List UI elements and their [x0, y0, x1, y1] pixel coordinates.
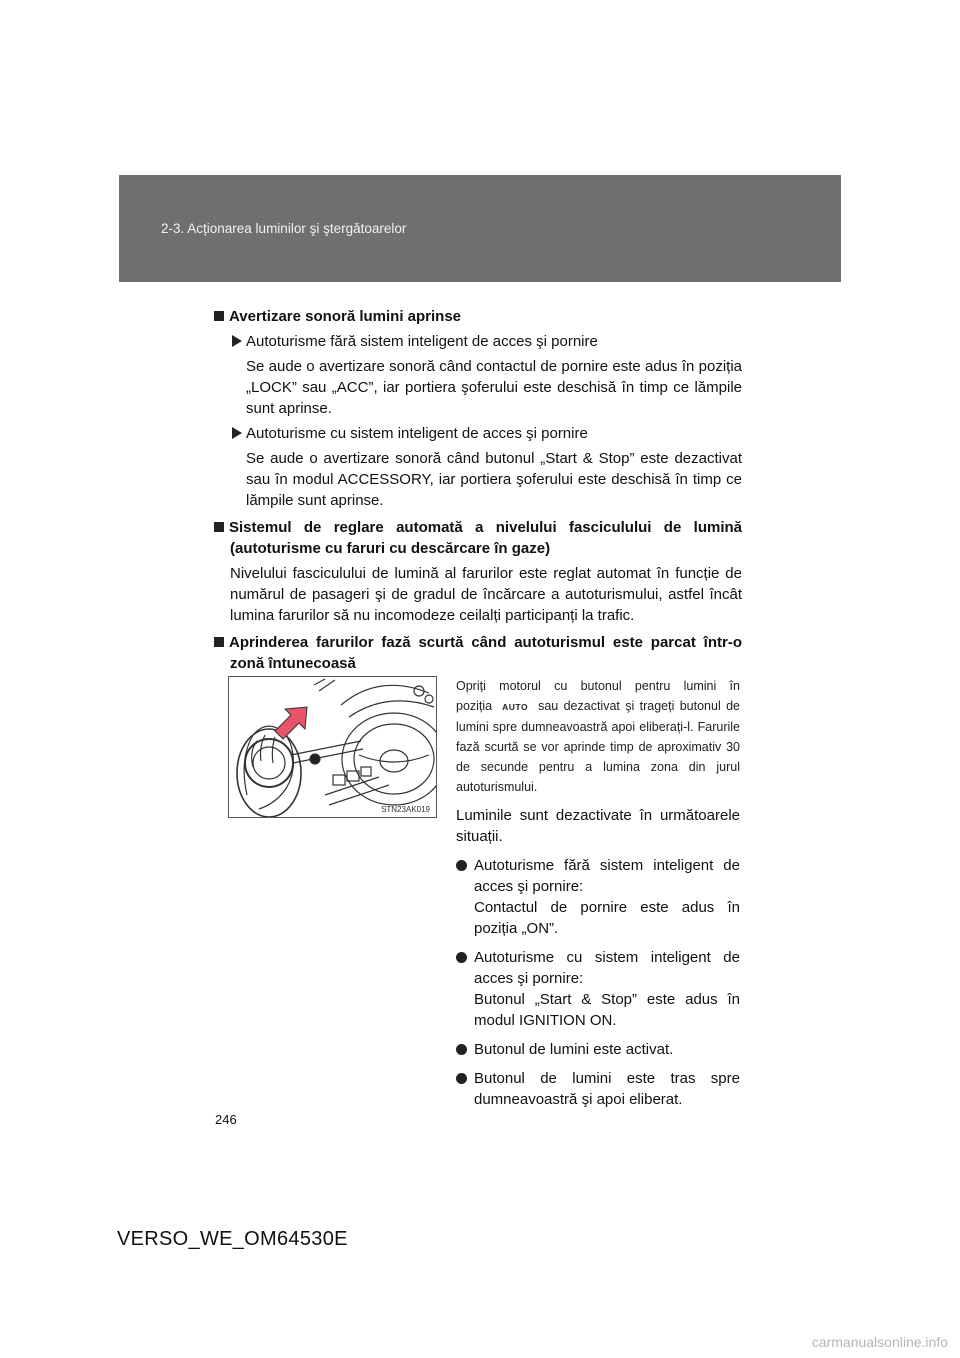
subheading-no-smart-key: Autoturisme fără sistem inteligent de acces şi pornire — [214, 331, 742, 352]
right-column — [456, 676, 740, 1110]
subheading-smart-key: Autoturisme cu sistem inteligent de acces şi pornire — [214, 423, 742, 444]
header-band — [119, 175, 841, 282]
figure-caption: Opriți motorul cu butonul pentru lumini în poziția AUTO sau dezactivat şi trageți butonul de lumini spre dumneavoastră apoi eliberați-l. Farurile fază scurtă se vor aprinde timp de aproximativ 30 de secunde pentru a lumina zona din jurul autoturismului. — [456, 679, 740, 794]
square-bullet-icon — [214, 522, 224, 532]
round-bullet-icon — [456, 1073, 467, 1084]
section-title-2: Sistemul de reglare automată a nivelului fasciculului de lumină (autoturisme cu faruri cu descărcare în gaze) — [214, 517, 742, 559]
off-conditions-intro: Luminile sunt dezactivate în următoarele situații. — [456, 807, 740, 845]
section-title-3: Aprinderea farurilor fază scurtă când autoturismul este parcat într-o zonă întunecoasă — [214, 632, 742, 674]
triangle-marker-icon — [232, 427, 242, 439]
square-bullet-icon — [214, 311, 224, 321]
square-bullet-icon — [214, 637, 224, 647]
list-item: Butonul de lumini este tras spre dumneavoastră şi apoi eliberat. — [456, 1068, 740, 1110]
list-item: Butonul de lumini este activat. — [456, 1039, 740, 1060]
auto-symbol: AUTO — [502, 702, 529, 712]
section-title-1: Avertizare sonoră lumini aprinse — [214, 306, 742, 327]
page-number: 246 — [215, 1112, 237, 1127]
paragraph-leveling: Nivelului fasciculului de lumină al farurilor este reglat automat în funcție de numărul de pasageri şi de gradul de încărcare a autoturismului, astfel încât lumina farurilor să nu incomodeze ceilalți participanți la trafic. — [230, 565, 742, 624]
watermark: carmanualsonline.info — [811, 1334, 948, 1350]
paragraph-no-smart-key: Se aude o avertizare sonoră când contactul de pornire este adus în poziția „LOCK” sau „ACC”, iar portiera şoferului este deschisă în timp ce lămpile sunt aprinse. — [246, 358, 742, 417]
main-content — [214, 306, 742, 674]
round-bullet-icon — [456, 860, 467, 871]
list-item: Autoturisme fără sistem inteligent de acces şi pornire: Contactul de pornire este adus în poziția „ON”. — [456, 855, 740, 939]
figure-code: STN23AK019 — [381, 805, 430, 814]
light-switch-illustration — [228, 676, 437, 818]
list-item: Autoturisme cu sistem inteligent de acces şi pornire: Butonul „Start & Stop” este adus în modul IGNITION ON. — [456, 947, 740, 1031]
round-bullet-icon — [456, 952, 467, 963]
round-bullet-icon — [456, 1044, 467, 1055]
paragraph-smart-key: Se aude o avertizare sonoră când butonul „Start & Stop” este dezactivat sau în modul ACCESSORY, iar portiera şoferului este deschisă în timp ce lămpile sunt aprinse. — [246, 450, 742, 509]
section-header-title: 2-3. Acționarea luminilor şi ştergătoarelor — [161, 221, 407, 236]
document-code: VERSO_WE_OM64530E — [117, 1228, 348, 1250]
light-switch-drawing — [229, 677, 436, 817]
triangle-marker-icon — [232, 335, 242, 347]
